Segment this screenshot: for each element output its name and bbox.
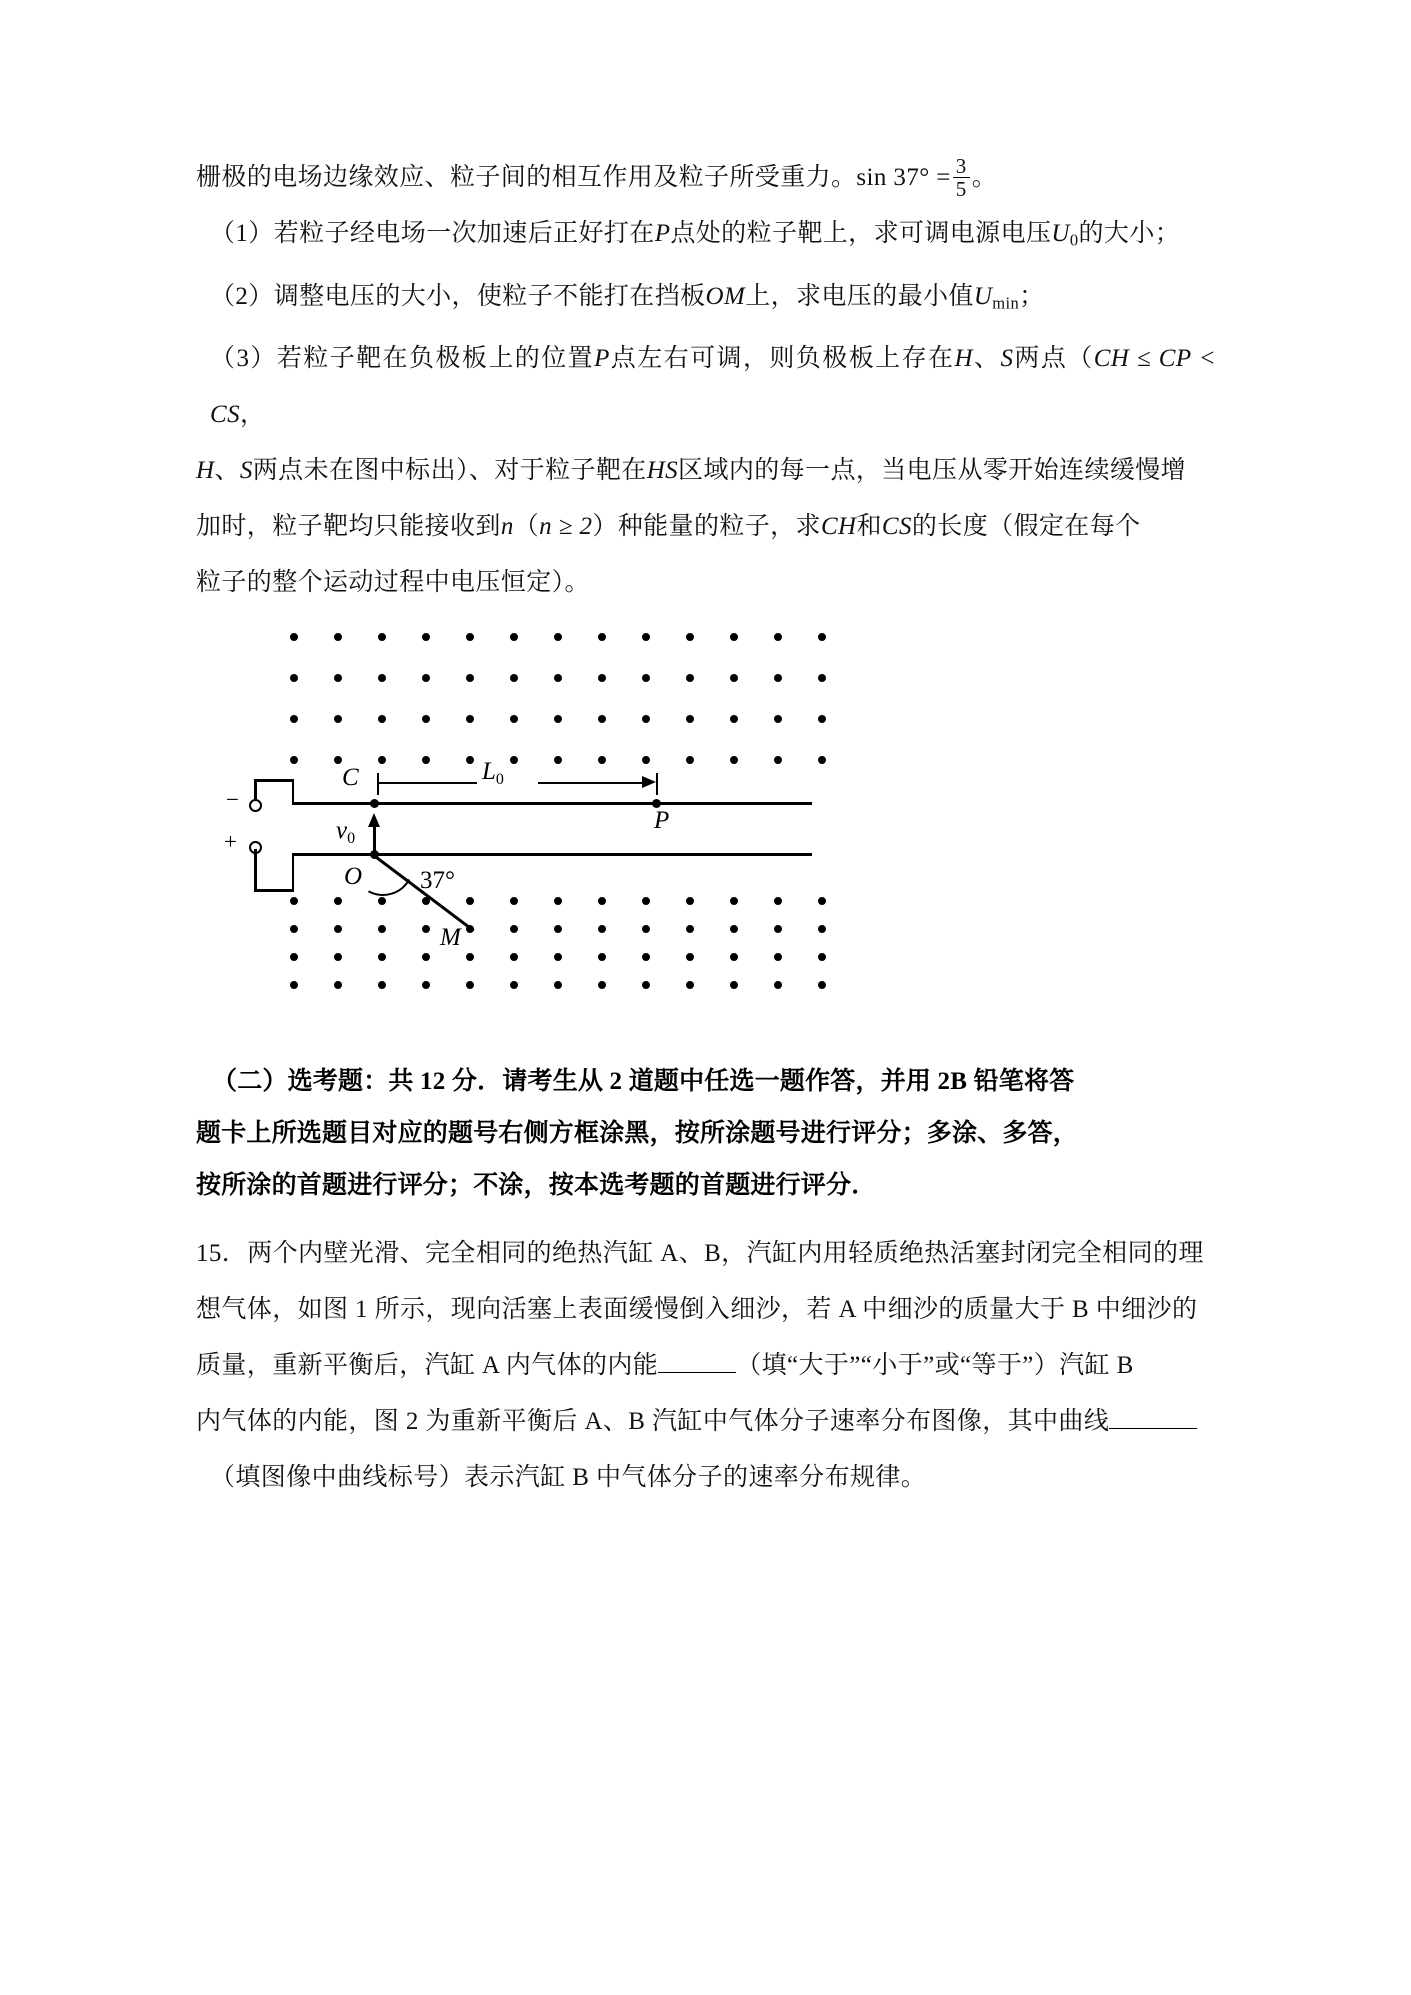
q3-l3-segment-cs: CS bbox=[881, 513, 912, 541]
field-dot bbox=[774, 633, 782, 641]
q3-l1-b: 点左右可调，则负极板上存在 bbox=[609, 345, 955, 373]
q3-l3-b: （ bbox=[513, 513, 540, 541]
angle-label-37: 37° bbox=[420, 867, 455, 895]
field-dot bbox=[642, 674, 650, 682]
field-dot bbox=[686, 756, 694, 764]
field-dot bbox=[290, 897, 298, 905]
section-header-block bbox=[196, 1056, 1216, 1212]
q2-text-suffix: ； bbox=[1019, 282, 1045, 310]
field-dot bbox=[422, 925, 430, 933]
field-dot bbox=[598, 925, 606, 933]
q2-baffle-om: OM bbox=[705, 282, 746, 310]
dimension-arrowhead bbox=[642, 776, 656, 788]
question-15-line-3 bbox=[196, 1338, 1216, 1394]
field-dot bbox=[730, 953, 738, 961]
field-dot bbox=[510, 981, 518, 989]
field-dot bbox=[290, 925, 298, 933]
section-header-line-1: （二）选考题：共 12 分．请考生从 2 道题中任选一题作答，并用 2B 铅笔将答 bbox=[212, 1068, 1075, 1096]
field-dot bbox=[422, 953, 430, 961]
field-dot bbox=[554, 925, 562, 933]
field-dot bbox=[818, 925, 826, 933]
terminal-positive-sign: + bbox=[224, 829, 237, 855]
q3-l1-e: ， bbox=[239, 401, 266, 429]
q2-voltage-subscript: min bbox=[992, 293, 1020, 313]
question-15-block bbox=[196, 1226, 1216, 1506]
field-dot bbox=[730, 925, 738, 933]
point-o-label: O bbox=[344, 863, 363, 891]
dot-row bbox=[290, 715, 862, 723]
field-dot bbox=[334, 674, 342, 682]
field-dot bbox=[290, 633, 298, 641]
field-dot bbox=[510, 674, 518, 682]
question-15-line-5: （填图像中曲线标号）表示汽缸 B 中气体分子的速率分布规律。 bbox=[210, 1464, 927, 1492]
field-dot bbox=[774, 981, 782, 989]
field-dot bbox=[774, 925, 782, 933]
terminal-negative-sign: − bbox=[226, 787, 239, 813]
point-m-label: M bbox=[440, 924, 461, 952]
field-dot bbox=[554, 756, 562, 764]
field-dot bbox=[598, 981, 606, 989]
q3-l2-c: 区域内的每一点，当电压从零开始连续缓慢增 bbox=[678, 457, 1187, 485]
q3-l2-region-hs: HS bbox=[646, 457, 679, 485]
field-dot bbox=[774, 715, 782, 723]
q3-l1-point-s: S bbox=[1000, 345, 1014, 373]
question-15-line-4 bbox=[196, 1394, 1216, 1450]
q1-text-suffix: 的大小； bbox=[1078, 220, 1181, 247]
intro-paragraph bbox=[196, 150, 1216, 206]
field-dot bbox=[686, 897, 694, 905]
field-dot bbox=[334, 897, 342, 905]
field-dot bbox=[642, 633, 650, 641]
q3-l2-point-h: H bbox=[196, 457, 215, 485]
q2-text-mid: 上，求电压的最小值 bbox=[745, 282, 974, 310]
q3-l3-c: ）种能量的粒子，求 bbox=[592, 513, 821, 541]
q3-l1-point-h: H bbox=[954, 345, 973, 373]
q3-l3-condition: n ≥ 2 bbox=[539, 513, 593, 541]
field-dot bbox=[774, 756, 782, 764]
field-dot bbox=[290, 674, 298, 682]
field-dot bbox=[554, 953, 562, 961]
q1-text-mid: 点处的粒子靶上，求可调电源电压 bbox=[670, 220, 1052, 247]
field-dot bbox=[730, 756, 738, 764]
field-dot bbox=[554, 633, 562, 641]
field-dot bbox=[730, 981, 738, 989]
field-dot bbox=[818, 756, 826, 764]
q1-point-p: P bbox=[654, 220, 671, 247]
field-dot bbox=[466, 953, 474, 961]
field-dot bbox=[422, 674, 430, 682]
field-dot bbox=[334, 953, 342, 961]
field-dot bbox=[730, 674, 738, 682]
field-dot bbox=[422, 897, 430, 905]
q1-voltage-subscript: 0 bbox=[1069, 230, 1079, 250]
field-dot bbox=[730, 633, 738, 641]
question-3-line-4: 粒子的整个运动过程中电压恒定）。 bbox=[196, 569, 590, 597]
source-bracket-bottom-right-stub bbox=[292, 855, 295, 891]
field-dot bbox=[378, 715, 386, 723]
q2-voltage-symbol: U bbox=[973, 282, 993, 310]
intro-text-after-fraction: 。 bbox=[971, 164, 998, 191]
answer-blank-internal-energy[interactable] bbox=[658, 1352, 736, 1373]
fraction-denominator: 5 bbox=[953, 177, 970, 200]
dot-row bbox=[290, 953, 862, 961]
dot-row bbox=[290, 897, 862, 905]
field-dot bbox=[334, 756, 342, 764]
source-bracket-bottom bbox=[254, 889, 294, 892]
field-dot bbox=[774, 897, 782, 905]
field-dot bbox=[686, 981, 694, 989]
q3-l3-segment-ch: CH bbox=[820, 513, 857, 541]
field-dot bbox=[290, 715, 298, 723]
field-dot bbox=[290, 756, 298, 764]
question-3-line-2 bbox=[196, 443, 1216, 499]
q3-l2-b: 两点未在图中标出）、对于粒子靶在 bbox=[252, 457, 647, 485]
dot-row bbox=[290, 925, 862, 933]
field-dot bbox=[510, 756, 518, 764]
point-p-label: P bbox=[654, 807, 670, 835]
field-dot bbox=[598, 756, 606, 764]
source-bracket-top-right-stub bbox=[292, 779, 295, 803]
field-dot bbox=[466, 981, 474, 989]
velocity-arrowhead bbox=[368, 813, 380, 827]
field-dot bbox=[818, 981, 826, 989]
field-dot bbox=[510, 715, 518, 723]
question-15-text-3b: （填“大于”“小于”或“等于”）汽缸 B bbox=[736, 1352, 1134, 1380]
field-dot bbox=[422, 633, 430, 641]
dimension-tick-right bbox=[656, 773, 658, 795]
answer-blank-curve-label[interactable] bbox=[1109, 1408, 1197, 1429]
point-c-marker bbox=[370, 799, 379, 808]
field-dot bbox=[466, 715, 474, 723]
field-dot bbox=[554, 981, 562, 989]
question-15-line-1 bbox=[196, 1226, 1216, 1282]
field-dot bbox=[598, 633, 606, 641]
field-dot bbox=[378, 633, 386, 641]
dimension-label-l0: L0 bbox=[482, 758, 504, 789]
q1-text-prefix: （1）若粒子经电场一次加速后正好打在 bbox=[210, 220, 655, 247]
field-dot bbox=[378, 981, 386, 989]
q3-l3-variable-n: n bbox=[500, 513, 514, 541]
q3-l1-d: 两点（ bbox=[1013, 345, 1094, 373]
field-dot bbox=[642, 715, 650, 723]
section-header-line-3: 按所涂的首题进行评分；不涂，按本选考题的首题进行评分． bbox=[196, 1172, 877, 1200]
field-dot bbox=[642, 981, 650, 989]
velocity-label-v0: v0 bbox=[336, 817, 356, 848]
question-1-paragraph bbox=[196, 206, 1216, 269]
field-dot bbox=[466, 633, 474, 641]
field-dot bbox=[686, 674, 694, 682]
field-dot bbox=[818, 674, 826, 682]
field-dot bbox=[598, 715, 606, 723]
field-dot bbox=[818, 715, 826, 723]
q2-text-prefix: （2）调整电压的大小，使粒子不能打在挡板 bbox=[210, 282, 706, 310]
field-dot bbox=[598, 897, 606, 905]
physics-figure-electric-field bbox=[224, 627, 864, 972]
source-bracket-top bbox=[254, 779, 294, 782]
field-dot bbox=[686, 925, 694, 933]
q1-voltage-symbol: U bbox=[1051, 220, 1070, 247]
dot-row bbox=[290, 756, 862, 764]
dot-row bbox=[290, 633, 862, 641]
field-dot bbox=[818, 633, 826, 641]
field-dot bbox=[598, 953, 606, 961]
field-dot bbox=[554, 674, 562, 682]
field-dot bbox=[334, 925, 342, 933]
q3-l3-a: 加时，粒子靶均只能接收到 bbox=[196, 513, 501, 541]
question-2-paragraph bbox=[196, 269, 1216, 332]
field-dot bbox=[554, 897, 562, 905]
field-dot bbox=[290, 981, 298, 989]
field-dot bbox=[554, 715, 562, 723]
q3-l2-a: 、 bbox=[214, 457, 240, 485]
section-header-line-2: 题卡上所选题目对应的题号右侧方框涂黑，按所涂题号进行评分；多涂、多答， bbox=[196, 1120, 1079, 1148]
q3-l1-c: 、 bbox=[972, 345, 1001, 373]
intro-text-before-fraction: 栅极的电场边缘效应、粒子间的相互作用及粒子所受重力。sin 37° = bbox=[196, 164, 951, 191]
dimension-line-l0-left bbox=[379, 782, 477, 784]
field-dot bbox=[642, 953, 650, 961]
field-dot bbox=[422, 981, 430, 989]
field-dot bbox=[686, 633, 694, 641]
field-dot bbox=[378, 674, 386, 682]
page-content bbox=[196, 150, 1216, 1506]
field-dot bbox=[378, 897, 386, 905]
question-15-text-4a: 内气体的内能，图 2 为重新平衡后 A、B 汽缸中气体分子速率分布图像，其中曲线 bbox=[196, 1408, 1110, 1436]
field-dot bbox=[510, 953, 518, 961]
field-dot bbox=[510, 633, 518, 641]
dimension-line-l0-right bbox=[538, 782, 644, 784]
field-dot bbox=[686, 953, 694, 961]
field-dot bbox=[774, 674, 782, 682]
field-dot bbox=[378, 953, 386, 961]
field-dot bbox=[466, 674, 474, 682]
point-c-label: C bbox=[342, 764, 359, 792]
field-dot bbox=[422, 756, 430, 764]
field-dot bbox=[686, 715, 694, 723]
field-dot bbox=[334, 715, 342, 723]
field-dot bbox=[378, 756, 386, 764]
field-dot bbox=[818, 897, 826, 905]
field-dot bbox=[290, 953, 298, 961]
field-dot bbox=[774, 953, 782, 961]
q3-l2-point-s: S bbox=[239, 457, 253, 485]
angle-arc-37 bbox=[345, 827, 422, 904]
field-dot bbox=[642, 756, 650, 764]
terminal-lead-positive bbox=[254, 849, 257, 891]
field-dot bbox=[510, 897, 518, 905]
field-dot bbox=[818, 953, 826, 961]
field-dot bbox=[642, 897, 650, 905]
terminal-negative-node bbox=[249, 799, 262, 812]
q3-l1-a: （3）若粒子靶在负极板上的位置 bbox=[210, 345, 595, 373]
field-dot bbox=[466, 925, 474, 933]
question-3-line-3 bbox=[196, 499, 1216, 555]
q3-l3-d: 和 bbox=[856, 513, 882, 541]
field-dot bbox=[334, 633, 342, 641]
dot-row bbox=[290, 981, 862, 989]
question-15-number: 15． bbox=[196, 1240, 248, 1268]
question-15-line-2: 想气体，如图 1 所示，现向活塞上表面缓慢倒入细沙，若 A 中细沙的质量大于 B 中细沙的 bbox=[196, 1296, 1198, 1324]
dot-row bbox=[290, 674, 862, 682]
field-dot bbox=[466, 756, 474, 764]
q3-l1-inequality: CH ≤ CP < CS bbox=[210, 345, 1216, 429]
field-dot bbox=[334, 981, 342, 989]
question-15-text-1: 两个内壁光滑、完全相同的绝热汽缸 A、B，汽缸内用轻质绝热活塞封闭完全相同的理 bbox=[247, 1240, 1204, 1268]
q3-l1-point-p: P bbox=[594, 345, 610, 373]
field-dot bbox=[422, 715, 430, 723]
field-dot bbox=[642, 925, 650, 933]
field-dot bbox=[730, 897, 738, 905]
sin37-fraction bbox=[953, 155, 970, 200]
field-dot bbox=[598, 674, 606, 682]
question-15-text-3a: 质量，重新平衡后，汽缸 A 内气体的内能 bbox=[196, 1352, 659, 1380]
question-3-line-1 bbox=[196, 331, 1216, 443]
field-dot bbox=[466, 897, 474, 905]
field-dot bbox=[378, 925, 386, 933]
dimension-tick-left bbox=[377, 773, 379, 795]
fraction-numerator: 3 bbox=[955, 153, 967, 178]
q3-l3-e: 的长度（假定在每个 bbox=[911, 513, 1141, 541]
field-dot bbox=[510, 925, 518, 933]
field-dot bbox=[730, 715, 738, 723]
